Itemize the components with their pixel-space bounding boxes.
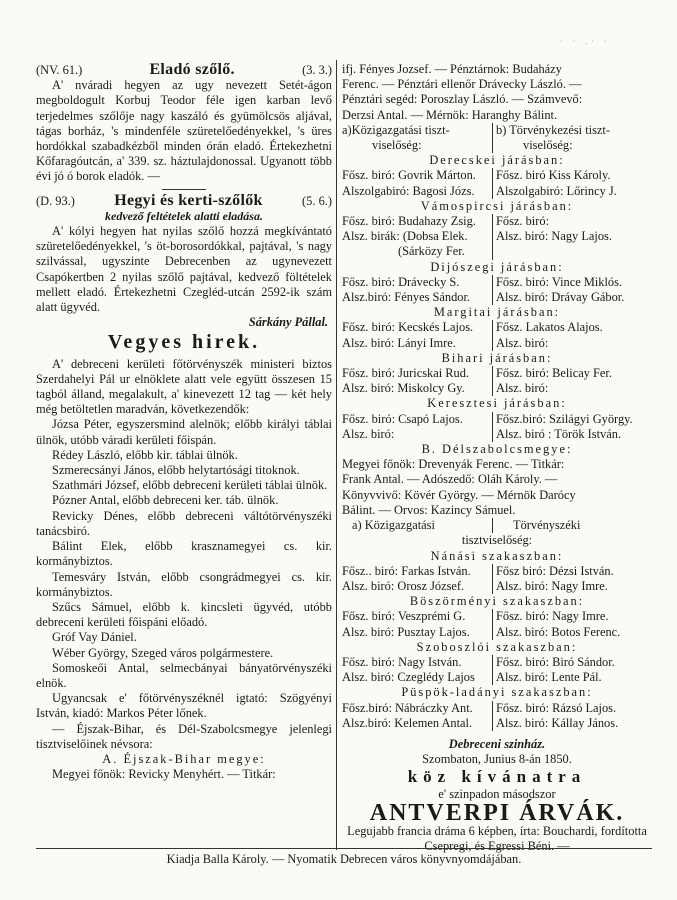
theater-description: Legujabb francia dráma 6 képben, írta: Bouchardi, fordította Csepregi, és Egressi Béni. — — [347, 823, 647, 854]
left-column — [36, 62, 332, 782]
officials-line: Derzsi Antal. — Mérnök: Haranghy Bálint. — [342, 107, 558, 122]
news-line: Megyei főnök: Revicky Menyhért. — Titkár: — [52, 767, 276, 782]
admin-official: Alszolgabiró: Bagosi Józs. — [342, 183, 475, 198]
district-heading: Böszörményi szakaszban: — [409, 594, 585, 609]
official-row — [342, 244, 652, 259]
official-row — [342, 609, 652, 624]
district-heading: Dijószegi járásban: — [430, 259, 564, 274]
list-item: Pózner Antal, előbb debreceni ker. táb. ülnök. — [52, 493, 279, 508]
list-item: — Éjszak-Bihar, és Dél-Szabolcsmegye jelenlegi tisztviselőinek névsora: — [36, 721, 332, 751]
district-heading: Derecskei járásban: — [429, 153, 565, 168]
news-intro: A' debreceni kerületi főtörvényszék ministeri biztos Szerdahelyi Pál ur elnöklete alatt vele együtt összesen 15 tagból álland, megalakult, a' kinevezett 12 tag — két hely még betöltetlen maradván, következendők: — [36, 356, 332, 417]
official-row — [342, 670, 652, 685]
official-row — [342, 290, 652, 305]
judicial-official: Fősz. biró: Nagy Imre. — [492, 609, 609, 624]
theater-date: Szombaton, Junius 8-án 1850. — [422, 752, 572, 767]
official-row — [342, 716, 652, 731]
list-item: Gróf Vay Dániel. — [52, 630, 137, 645]
ad-title: Hegyi és kerti-szőlők — [114, 191, 263, 209]
judicial-official: Alsz. biró: — [492, 336, 548, 351]
district-heading: Nánási szakaszban: — [430, 548, 564, 563]
admin-official: Alsz.biró: Fényes Sándor. — [342, 290, 471, 305]
list-item: Józsa Péter, egyszersmind alelnök; előbb királyi táblai ülnök, utóbb váradi kerületi főispán. — [36, 417, 332, 447]
judicial-official: Alsz. biró: Kállay János. — [492, 716, 618, 731]
county-heading: B. Délszabolcsmegye: — [421, 442, 573, 457]
split-header-right: b) Törvénykezési tiszt- — [492, 123, 610, 138]
official-row — [342, 655, 652, 670]
ad-number: (D. 93.) — [36, 193, 75, 208]
official-row — [342, 381, 652, 396]
admin-official: Alsz. biró: — [342, 426, 395, 441]
district-list-szabolcs — [342, 549, 652, 731]
admin-official: Alsz. biró: Pusztay Lajos. — [342, 624, 470, 639]
admin-official: (Sárközy Fer. — [398, 244, 465, 259]
judicial-official: Fősz. biró: — [492, 214, 549, 229]
vegyes-hirek — [36, 331, 332, 782]
admin-official: Fősz. biró: Veszprémi G. — [342, 609, 466, 624]
theater-request: köz kívánatra — [407, 767, 587, 787]
split-header-left: a) Közigazgatási — [352, 518, 435, 533]
county-heading: A. Éjszak-Bihar megye: — [102, 751, 266, 766]
theater-second: e' szinpadon másodszor — [438, 786, 556, 801]
list-item: Szűcs Sámuel, előbb k. kincsleti ügyvéd, utóbb debreceni kerületi főispáni előadó. — [36, 599, 332, 630]
official-row — [342, 168, 652, 183]
district-heading: Vámospircsi járásban: — [420, 198, 574, 213]
district-heading: Szoboszlói szakaszban: — [416, 639, 578, 654]
judicial-official: Fősz. biró: Belicay Fer. — [492, 366, 612, 381]
list-item: Temesváry István, előbb csongrádmegyei cs. kir. kormánybiztos. — [36, 569, 332, 599]
section-title: Vegyes hirek. — [107, 331, 261, 354]
official-row — [342, 625, 652, 640]
officials-line: Megyei főnök: Drevenyák Ferenc. — Titkár: — [342, 457, 565, 472]
official-row — [342, 336, 652, 351]
ad-number: (NV. 61.) — [36, 63, 83, 77]
footer-rule — [36, 848, 652, 849]
separator — [162, 189, 206, 190]
judicial-official: Fősz.biró: Szilágyi György. — [492, 412, 633, 427]
list-item: Szathmári József, előbb debreceni kerületi táblai ülnök. — [52, 478, 328, 493]
official-row — [342, 184, 652, 199]
admin-official: Fősz.biró: Nábráczky Ant. — [342, 700, 473, 715]
district-heading: Margitai járásban: — [433, 305, 561, 320]
ad-hegyi-szolok — [36, 193, 332, 331]
admin-official: Fősz.. biró: Farkas István. — [342, 563, 471, 578]
district-heading: Bihari járásban: — [441, 350, 553, 365]
admin-official: Alsz. birák: (Dobsa Elek. — [342, 229, 468, 244]
officials-line: Frank Antal. — Adószedő: Oláh Károly. — — [342, 472, 558, 487]
judicial-official: Fősz biró: Dézsi István. — [492, 564, 614, 579]
official-row — [342, 701, 652, 716]
admin-official: Alsz. biró: Czeglédy Lajos — [342, 670, 475, 685]
ad-count: (3. 3.) — [302, 63, 332, 77]
right-column — [342, 62, 652, 854]
theater-play-title: ANTVERPI ÁRVÁK. — [369, 799, 625, 826]
ad-elado-szolo — [36, 62, 332, 185]
official-row — [342, 229, 652, 244]
judicial-official: Alsz. biró: — [492, 381, 548, 396]
split-header-right: Törvényszéki — [492, 518, 580, 533]
admin-official: Alsz. biró: Lányi Imre. — [342, 335, 456, 350]
judicial-official — [492, 244, 496, 259]
ad-text: A' nváradi hegyen az ugy nevezett Setét-ágon megboldogult Korbuj Teodor féle igen karban levő terjedelmes szőlője nagy kaszáló és gyümölcsös aljával, tágas borház, 's mindenféle szüretelőedényekkel, 's üres hordókkal szabadkézből minden órán eladó. Értekezhetni Kőfaragóutcán, a' 339. sz. háztulajdonossal. Ugyanott több évi jó ó borok eladók. — — [36, 78, 332, 184]
judicial-official: Alszolgabiró: Lőrincy J. — [492, 184, 617, 199]
split-header — [342, 138, 652, 153]
list-item: Bálint Elek, előbb krasznamegyei cs. kir. kormánybiztos. — [36, 539, 332, 569]
judicial-official: Alsz. biró: Botos Ferenc. — [492, 625, 620, 640]
judicial-official: Alsz. biró: Drávay Gábor. — [492, 290, 624, 305]
officials-line: Bálint. — Orvos: Kazincy Sámuel. — [342, 502, 516, 517]
district-list-bihar — [342, 153, 652, 442]
split-header-right: viselőség: — [492, 138, 573, 153]
judicial-official: Fősz. biró Kiss Károly. — [492, 168, 611, 183]
list-item: Revicky Dénes, előbb debreceni váltótörvényszéki tanácsbiró. — [36, 508, 332, 538]
ad-title: Eladó szőlő. — [149, 61, 235, 78]
ad-count: (5. 6.) — [302, 193, 332, 208]
list-item: Wéber György, Szeged város polgármestere. — [52, 645, 274, 660]
official-row — [342, 320, 652, 335]
split-header — [342, 123, 652, 138]
judicial-official: Alsz. biró: Nagy Imre. — [492, 579, 608, 594]
admin-official: Alsz.biró: Kelemen Antal. — [342, 715, 473, 730]
district-heading: Keresztesi járásban: — [427, 396, 567, 411]
column-divider — [336, 60, 337, 850]
admin-official: Alsz. biró: Miskolcy Gy. — [342, 381, 465, 396]
admin-official: Fősz. biró: Csapó Lajos. — [342, 411, 463, 426]
ad-subtitle: kedvező feltételek alatti eladása. — [105, 208, 263, 223]
ad-signature: Sárkány Pállal. — [248, 315, 328, 330]
admin-official: Fősz. biró: Govrik Márton. — [342, 168, 476, 183]
admin-official: Alsz. biró: Orosz József. — [342, 578, 465, 593]
split-header-left: viselőség: — [372, 138, 422, 153]
judicial-official: Alsz. biró: Lente Pál. — [492, 670, 602, 685]
official-row — [342, 564, 652, 579]
theater-title: Debreceni szinház. — [448, 736, 546, 751]
officials-line: Ferenc. — Pénztári ellenőr Drávecky László. — — [342, 77, 582, 92]
judicial-official: Fősz. biró: Biró Sándor. — [492, 655, 615, 670]
official-row — [342, 412, 652, 427]
admin-official: Fősz. biró: Kecskés Lajos. — [342, 320, 474, 335]
print-speckle: · · .· · — [560, 37, 611, 46]
judicial-official: Alsz. biró : Török István. — [492, 427, 621, 442]
judicial-official: Alsz. biró: Nagy Lajos. — [492, 229, 612, 244]
officials-line: Könyvvivő: Kövér György. — Mérnök Darócy — [342, 487, 576, 502]
judicial-official: Fősz. biró: Rázsó Lajos. — [492, 701, 616, 716]
split-header-sub: tisztviselőség: — [461, 533, 533, 548]
officials-line: ifj. Fényes Jozsef. — Pénztárnok: Budaházy — [342, 62, 562, 76]
list-item: Rédey László, előbb kir. táblai ülnök. — [52, 447, 238, 462]
imprint: Kiadja Balla Károly. — Nyomatik Debrecen város könyvnyomdájában. — [166, 852, 522, 866]
judicial-official: Fősz. Lakatos Alajos. — [492, 320, 603, 335]
admin-official: Fősz. biró: Drávecky S. — [342, 274, 460, 289]
admin-official: Fősz. biró: Juricskai Rud. — [342, 366, 469, 381]
list-item: Ugyancsak e' főtörvényszéknél igtató: Szögyényi István, kiadó: Markos Péter lőnek. — [36, 691, 332, 721]
official-row — [342, 275, 652, 290]
list-item: Szmerecsányi János, előbb helytartósági titoknok. — [52, 463, 300, 478]
split-header-left: a)Közigazgatási tiszt- — [342, 122, 450, 137]
district-heading: Püspök-ladányi szakaszban: — [401, 685, 593, 700]
officials-line: Pénztári segéd: Poroszlay László. — Számvevő: — [342, 92, 583, 107]
list-item: Somoskeői Antal, selmecbányai bányatörvényszéki elnök. — [36, 660, 332, 690]
admin-official: Fősz. biró: Nagy István. — [342, 654, 462, 669]
admin-official: Fősz. biró: Budahazy Zsig. — [342, 214, 476, 229]
ad-text: A' kólyi hegyen hat nyilas szőlő hozzá megkívántató szüretelőedényekkel, 's öt-borosordókkal, pajtával, 's nagy szilvással, ugyszinte Debrecenben az ugynevezett Csapókertben 2 nyilas szőlő pajtával, kedvező föltételek mellett eladó. Értekezhetni Czegléd-utcán 2592-ik szám alatt ügyvéd. — [36, 224, 332, 315]
official-row — [342, 214, 652, 229]
official-row — [342, 366, 652, 381]
official-row — [342, 427, 652, 442]
split-header — [342, 518, 652, 533]
theater-notice — [342, 737, 652, 854]
judicial-official: Fősz. biró: Vince Miklós. — [492, 275, 622, 290]
official-row — [342, 579, 652, 594]
